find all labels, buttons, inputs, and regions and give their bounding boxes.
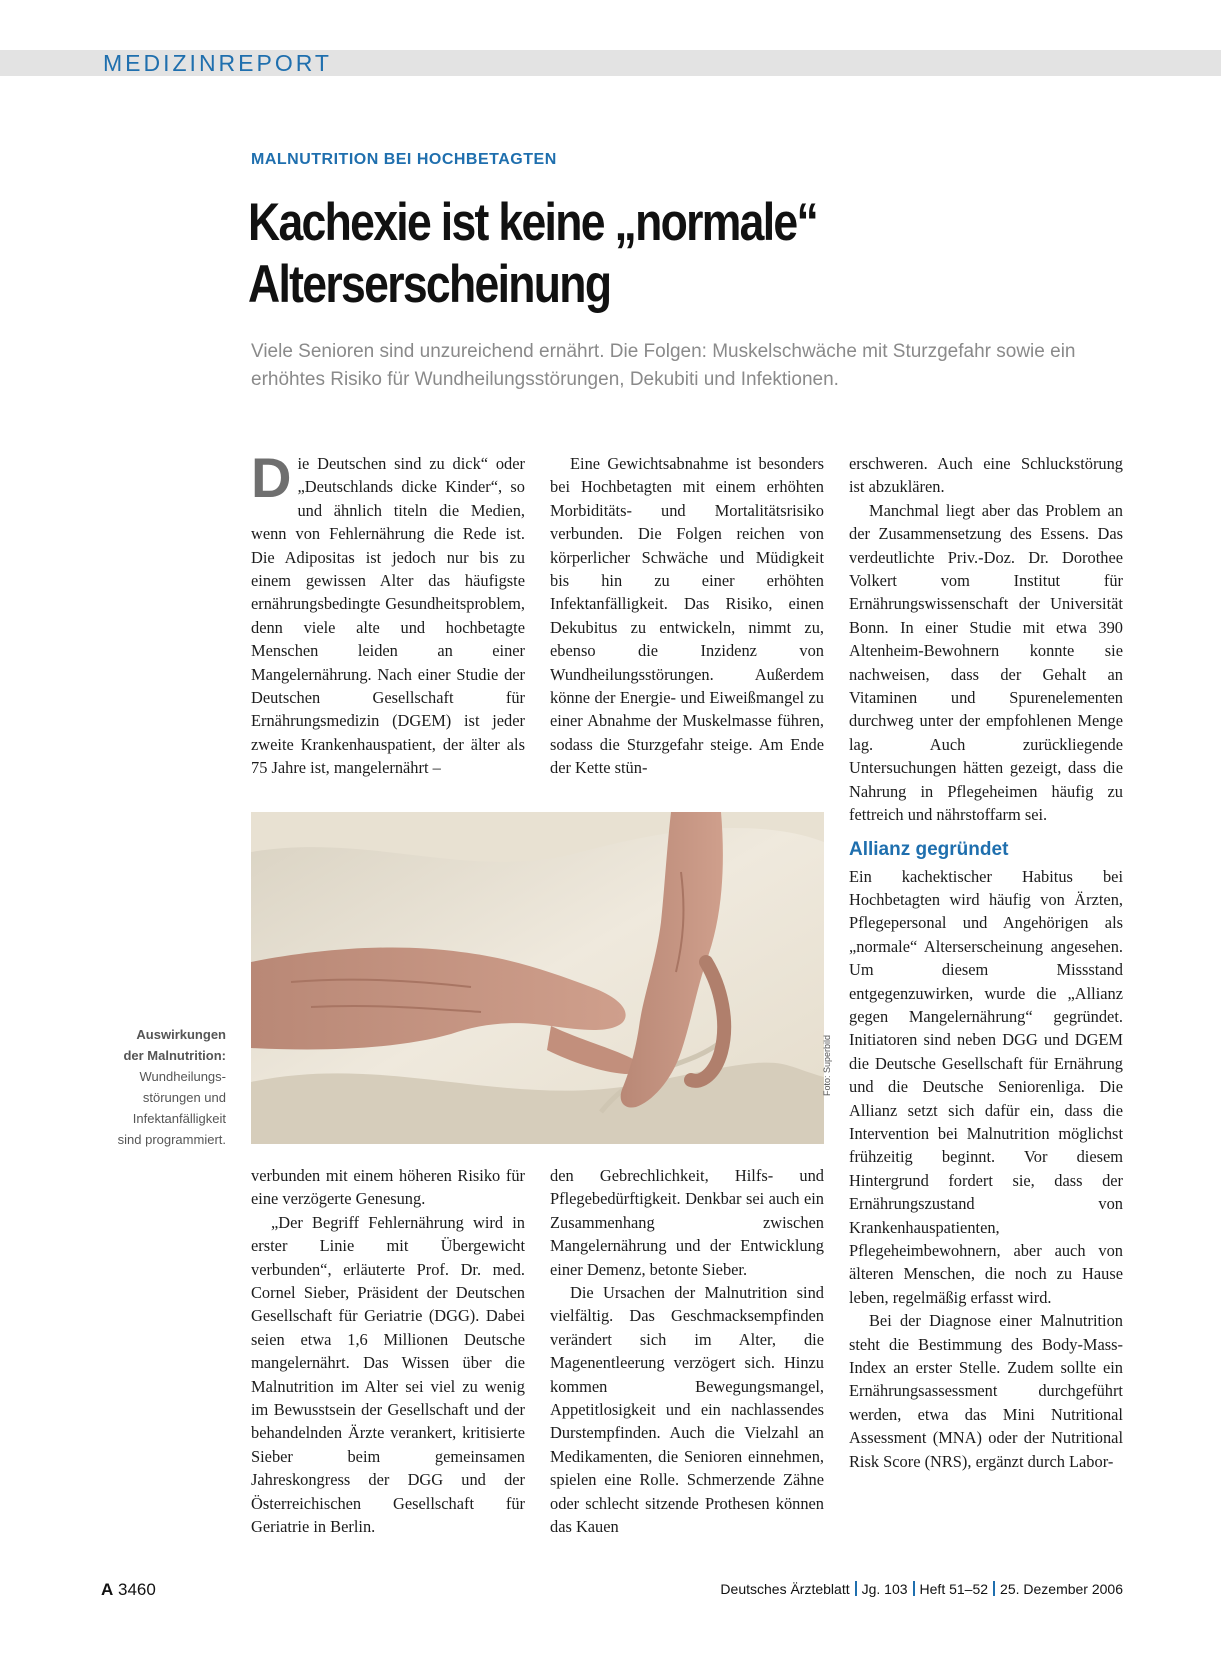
- article-headline: [248, 192, 987, 316]
- column-1-bottom: [251, 1164, 525, 1539]
- photo-credit: Foto: Superbild: [822, 1034, 832, 1096]
- caption-line: sind programmiert.: [117, 1132, 226, 1147]
- journal-volume: Jg. 103: [861, 1581, 908, 1597]
- column-2-bottom: [550, 1164, 824, 1539]
- page-number-value: 3460: [118, 1580, 156, 1599]
- paragraph: den Gebrechlichkeit, Hilfs- und Pflegebedürftigkeit. Denkbar sei auch ein Zusammenhang zwischen Mangelernährung und der Entwicklung einer Demenz, betonte Sieber.: [550, 1166, 824, 1279]
- divider: [993, 1581, 995, 1596]
- paragraph: erschweren. Auch eine Schluckstörung ist abzuklären.: [849, 454, 1123, 497]
- journal-footer: [720, 1581, 1123, 1597]
- caption-line: störungen und: [142, 1090, 226, 1105]
- journal-date: 25. Dezember 2006: [1000, 1581, 1123, 1597]
- paragraph: verbunden mit einem höheren Risiko für eine verzögerte Genesung.: [251, 1166, 525, 1209]
- divider: [913, 1581, 915, 1596]
- headline-line-1: Kachexie ist keine „normale“: [248, 193, 818, 252]
- column-3: [849, 452, 1123, 1473]
- journal-name: Deutsches Ärzteblatt: [720, 1581, 850, 1597]
- article-lead: Viele Senioren sind unzureichend ernährt. Die Folgen: Muskelschwäche mit Sturzgefahr sowie ein erhöhtes Risiko für Wundheilungsstörungen, Dekubiti und Infektionen.: [251, 341, 1076, 390]
- journal-issue: Heft 51–52: [919, 1581, 989, 1597]
- paragraph: Eine Gewichtsabnahme ist besonders bei Hochbetagten mit einem erhöhten Morbiditäts- und Mortalitätsrisiko verbunden. Die Folgen reichen von körperlicher Schwäche und Müdigkeit bis hin zu einer erhöhten Infektanfälligkeit. Das Risiko, einen Dekubitus zu entwickeln, nimmt zu, ebenso die Inzidenz von Wundheilungsstörungen. Außerdem könne der Energie- und Eiweißmangel zu einer Abnahme der Muskelmasse führen, sodass die Sturzgefahr steige. Am Ende der Kette stün-: [550, 454, 824, 778]
- paragraph: Bei der Diagnose einer Malnutrition steht die Bestimmung des Body-Mass-Index an erster Stelle. Zudem sollte ein Ernährungsassessment durchgeführt werden, etwa das Mini Nutritional Assessment (MNA) oder der Nutritional Risk Score (NRS), ergänzt durch Labor-: [849, 1311, 1123, 1471]
- photo-caption: [88, 1024, 226, 1150]
- drop-cap: D: [251, 446, 292, 509]
- caption-title-line: der Malnutrition:: [123, 1048, 226, 1063]
- paragraph: „Der Begriff Fehlernährung wird in erster Linie mit Übergewicht verbunden“, erläuterte Prof. Dr. med. Cornel Sieber, Präsident der Deutschen Gesellschaft für Geriatrie (DGG). Dabei seien etwa 1,6 Millionen Deutsche mangelernährt. Das Wissen über die Malnutrition im Alter sei viel zu wenig im Bewusstsein der Gesellschaft und der behandelnden Ärzte verankert, kritisierte Sieber beim gemeinsamen Jahreskongress der DGG und der Österreichischen Gesellschaft für Geriatrie in Berlin.: [251, 1212, 525, 1537]
- paragraph: Die Ursachen der Malnutrition sind vielfältig. Das Geschmacksempfinden verändert sich im Alter, die Magenentleerung verzögert sich. Hinzu kommen Bewegungsmangel, Appetitlosigkeit und ein nachlassendes Durstempfinden. Auch die Vielzahl an Medikamenten, die Senioren einnehmen, spielen eine Rolle. Schmerzende Zähne oder schlecht sitzende Prothesen können das Kauen: [550, 1283, 824, 1537]
- article-photo: [251, 812, 824, 1144]
- page-number: [101, 1580, 156, 1600]
- section-label: MEDIZINREPORT: [103, 50, 332, 76]
- caption-line: Wundheilungs-: [139, 1069, 226, 1084]
- column-1-top: [251, 446, 525, 780]
- paragraph: ie Deutschen sind zu dick“ oder „Deutschlands dicke Kinder“, so und ähnlich titeln die Medien, wenn von Fehlernährung die Rede ist. Die Adipositas ist jedoch nur bis zu einem gewissen Alter das häufigste ernährungsbedingte Gesundheitsproblem, denn viele alte und hochbetagte Menschen leiden an einer Mangelernährung. Nach einer Studie der Deutschen Gesellschaft für Ernährungsmedizin (DGEM) ist jeder zweite Krankenhauspatient, der älter als 75 Jahre ist, mangelernährt –: [251, 454, 525, 778]
- subheading: Allianz gegründet: [849, 838, 1009, 860]
- page-prefix: A: [101, 1580, 114, 1599]
- photo-hands-on-bedsheet: [251, 812, 824, 1144]
- article-kicker: MALNUTRITION BEI HOCHBETAGTEN: [251, 151, 557, 168]
- paragraph: Ein kachektischer Habitus bei Hochbetagten wird häufig von Ärzten, Pflegepersonal und Angehörigen als „normale“ Alterserscheinung angesehen. Um diesem Missstand entgegenzuwirken, wurde die „Allianz gegen Mangelernährung“ gegründet. Initiatoren sind neben DGG und DGEM die Deutsche Gesellschaft für Ernährung und die Deutsche Seniorenliga. Die Allianz setzt sich dafür ein, dass die Intervention bei Malnutrition möglichst frühzeitig beginnt. Vor diesem Hintergrund fordert sie, dass der Ernährungszustand von Krankenhauspatienten, Pflegeheimbewohnern, aber auch von älteren Menschen, die noch zu Hause leben, regelmäßig erfasst wird.: [849, 866, 1123, 1307]
- caption-title-line: Auswirkungen: [136, 1027, 226, 1042]
- divider: [855, 1581, 857, 1596]
- headline-line-2: Alterserscheinung: [248, 255, 611, 314]
- paragraph: Manchmal liegt aber das Problem an der Zusammensetzung des Essens. Das verdeutlichte Priv.-Doz. Dr. Dorothee Volkert vom Institut für Ernährungswissenschaft der Universität Bonn. In einer Studie mit etwa 390 Altenheim-Bewohnern konnte sie nachweisen, dass der Gehalt an Vitaminen und Spurenelementen durchweg unter der empfohlenen Menge lag. Auch zurückliegende Untersuchungen hätten gezeigt, dass die Nahrung in Pflegeheimen häufig zu fettreich und nährstoffarm sei.: [849, 500, 1123, 825]
- caption-line: Infektanfälligkeit: [132, 1111, 226, 1126]
- column-2-top: [550, 452, 824, 780]
